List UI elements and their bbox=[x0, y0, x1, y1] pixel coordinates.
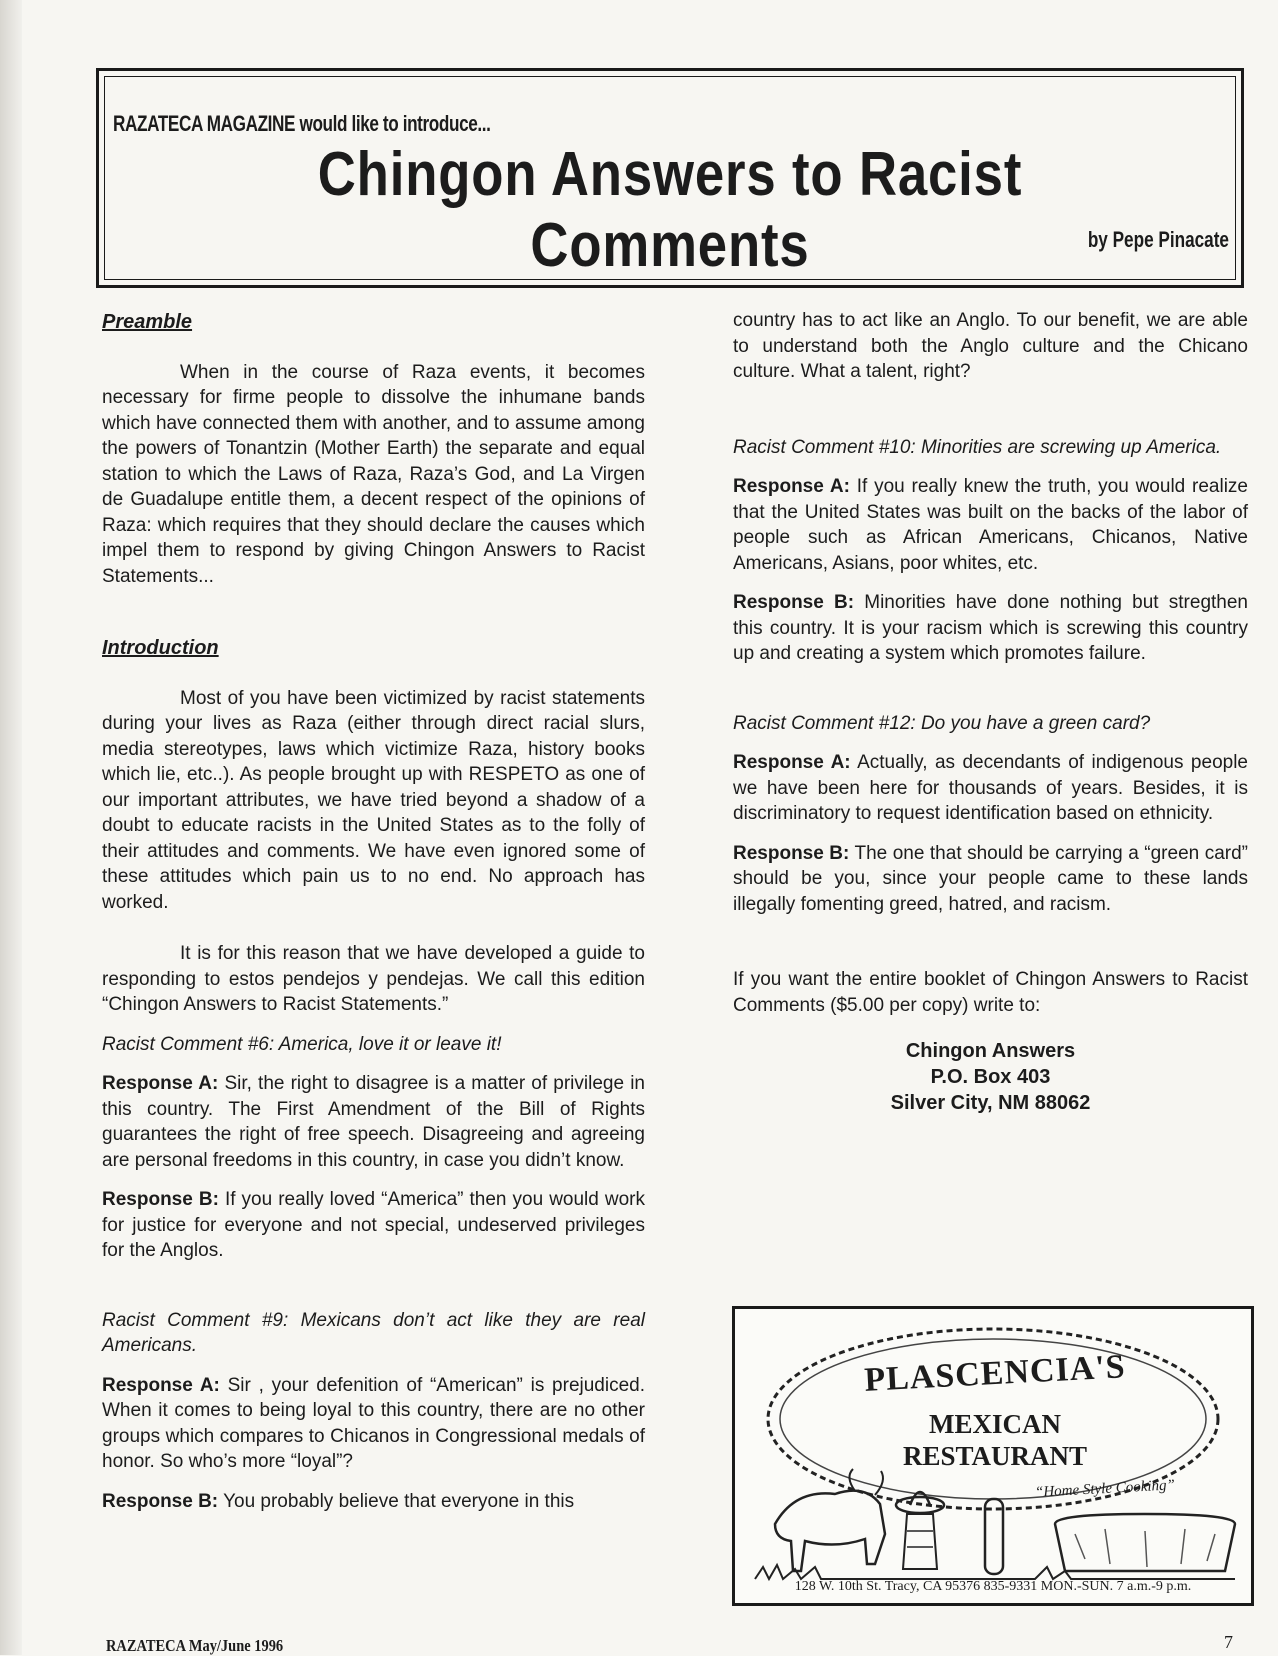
introduction-paragraph-2: It is for this reason that we have developed a guide to responding to estos pendejos y pendejas. We call this edition “Chingon Answers to Racist Statements.” bbox=[102, 943, 645, 1015]
preamble-text: When in the course of Raza events, it becomes necessary for firme people to dissolve the inhumane bands which have connected them with another, and to assume among the powers of Tonantzin (Mother Earth) the separate and equal station to which the Laws of Raza, Raza’s God, and La Virgen de Guadalupe entitle them, a decent respect of the opinions of Raza: which requires that they should declare the causes which impel them to respond by giving Chingon Answers to Racist Statements... bbox=[102, 361, 645, 587]
response-text: If you really loved “America” then you would work for justice for everyone and not special, undeserved privileges for the Anglos. bbox=[102, 1189, 646, 1261]
restaurant-name: PLASCENCIA'S bbox=[863, 1348, 1127, 1399]
response-label: Response B: bbox=[733, 592, 855, 613]
preamble-heading: Preamble bbox=[102, 311, 193, 333]
comment-12-response-b bbox=[733, 841, 1248, 918]
response-text: Sir , your defenition of “American” is prejudiced. When it comes to being loyal to this country, there are no other groups which compares to Chicanos in Congressional medals of honor. So who’s more “loyal”? bbox=[102, 1374, 646, 1472]
magazine-intro: RAZATECA MAGAZINE would like to introduce... bbox=[113, 111, 491, 136]
page-binding-edge bbox=[0, 0, 22, 1655]
restaurant-type-line-1: MEXICAN bbox=[929, 1409, 1061, 1439]
byline: by Pepe Pinacate bbox=[1087, 227, 1229, 252]
right-column bbox=[733, 308, 1248, 1116]
response-label: Response A: bbox=[733, 476, 850, 497]
comment-10-response-b bbox=[733, 590, 1248, 667]
issue-footer: RAZATECA May/June 1996 bbox=[106, 1636, 284, 1655]
racist-comment-12: Racist Comment #12: Do you have a green card? bbox=[733, 712, 1151, 734]
racist-comment-10: Racist Comment #10: Minorities are screwing up America. bbox=[733, 436, 1222, 458]
response-text: Sir, the right to disagree is a matter of privilege in this country. The First Amendment of the Bill of Rights guarantees the right of free speech. Disagreeing and agreeing are personal freedoms in this country, in case you didn’t know. bbox=[102, 1073, 645, 1171]
comment-6-response-b bbox=[102, 1187, 645, 1264]
comment-12-response-a bbox=[733, 750, 1248, 827]
response-label: Response A: bbox=[102, 1073, 219, 1094]
continued-text: country has to act like an Anglo. To our benefit, we are able to understand both the Anglo culture and the Chicano culture. What a talent, right? bbox=[733, 310, 1248, 382]
address-line: Silver City, NM 88062 bbox=[890, 1092, 1091, 1114]
restaurant-ad bbox=[732, 1306, 1254, 1606]
comment-9-response-a bbox=[102, 1373, 645, 1475]
page-number: 7 bbox=[1224, 1632, 1233, 1652]
address-line: P.O. Box 403 bbox=[930, 1066, 1051, 1088]
response-text: Actually, as decendants of indigenous people we have been here for thousands of years. Besides, it is discriminatory to request identification based on ethnicity. bbox=[733, 752, 1248, 824]
article-title: Chingon Answers to Racist Comments bbox=[317, 140, 1023, 280]
address-line: Chingon Answers bbox=[905, 1040, 1076, 1062]
restaurant-address: 128 W. 10th St. Tracy, CA 95376 835-9331 MON.-SUN. 7 a.m.-9 p.m. bbox=[794, 1579, 1192, 1594]
well-icon bbox=[1055, 1514, 1235, 1571]
response-label: Response A: bbox=[733, 752, 851, 773]
title-box-inner-border bbox=[104, 76, 1236, 280]
racist-comment-6: Racist Comment #6: America, love it or leave it! bbox=[102, 1033, 502, 1055]
racist-comment-9: Racist Comment #9: Mexicans don’t act like they are real Americans. bbox=[102, 1309, 645, 1356]
response-text: If you really knew the truth, you would realize that the United States was built on the backs of the labor of people such as African Americans, Chicanos, Native Americans, Asians, poor whites, etc. bbox=[733, 476, 1248, 574]
restaurant-type-line-2: RESTAURANT bbox=[902, 1441, 1088, 1471]
introduction-paragraph-1: Most of you have been victimized by racist statements during your lives as Raza (either through direct racial slurs, media stereotypes, laws which victimize Raza, history books which lie, etc..). As people brought up with RESPETO as one of our important attributes, we have tried beyond a shadow of a doubt to educate racists in the United States as to the folly of their attitudes and comments. We have even ignored some of these attitudes which pain us to no end. No approach has worked. bbox=[102, 687, 645, 913]
response-label: Response B: bbox=[102, 1189, 219, 1210]
mailing-address bbox=[733, 1038, 1248, 1116]
comment-6-response-a bbox=[102, 1071, 645, 1173]
response-label: Response A: bbox=[102, 1374, 220, 1396]
left-column bbox=[102, 310, 645, 1514]
comment-10-response-a bbox=[733, 474, 1248, 576]
response-label: Response B: bbox=[733, 842, 850, 864]
title-box bbox=[96, 68, 1244, 288]
comment-9-response-b bbox=[102, 1489, 645, 1515]
response-text: You probably believe that everyone in this bbox=[218, 1490, 575, 1512]
introduction-heading: Introduction bbox=[102, 637, 219, 659]
restaurant-tagline: “Home Style Cooking” bbox=[1034, 1477, 1176, 1501]
response-label: Response B: bbox=[102, 1490, 219, 1512]
response-text: The one that should be carrying a “green card” should be you, since your people came to these lands illegally fomenting greed, hatred, and racism. bbox=[733, 842, 1248, 915]
booklet-offer: If you want the entire booklet of Chingon Answers to Racist Comments ($5.00 per copy) write to: bbox=[733, 969, 1248, 1016]
response-text: Minorities have done nothing but stregthen this country. It is your racism which is screwing this country up and creating a system which promotes failure. bbox=[733, 592, 1248, 664]
